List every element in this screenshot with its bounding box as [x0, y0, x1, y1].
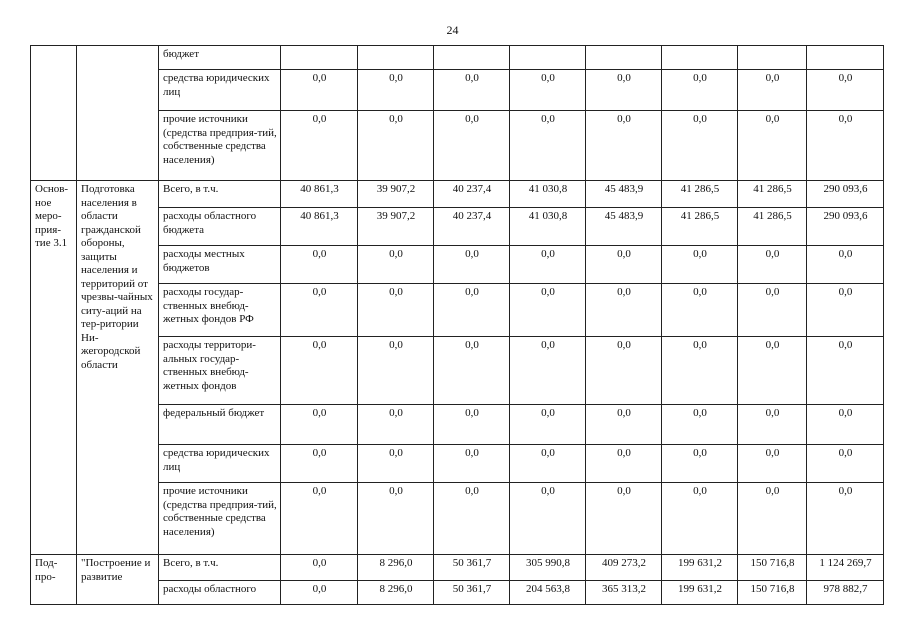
value-cell: 40 861,3 [281, 208, 358, 246]
value-cell: 0,0 [510, 337, 586, 405]
value-cell: 0,0 [586, 246, 662, 284]
funding-source: бюджет [159, 46, 281, 70]
subprogram-title: "Построение и развитие [77, 555, 159, 605]
value-cell: 0,0 [807, 70, 884, 111]
value-cell: 0,0 [738, 284, 807, 337]
value-cell: 0,0 [434, 284, 510, 337]
value-cell: 409 273,2 [586, 555, 662, 581]
value-cell: 0,0 [510, 483, 586, 555]
value-cell: 39 907,2 [358, 181, 434, 208]
value-cell: 0,0 [738, 405, 807, 445]
value-cell: 365 313,2 [586, 581, 662, 605]
funding-source: расходы областного [159, 581, 281, 605]
funding-source: расходы областного бюджета [159, 208, 281, 246]
value-cell: 0,0 [434, 246, 510, 284]
value-cell: 0,0 [738, 445, 807, 483]
value-cell: 0,0 [281, 483, 358, 555]
value-cell [662, 46, 738, 70]
value-cell [434, 46, 510, 70]
value-cell: 0,0 [358, 284, 434, 337]
funding-source: федеральный бюджет [159, 405, 281, 445]
value-cell: 204 563,8 [510, 581, 586, 605]
value-cell: 41 286,5 [738, 208, 807, 246]
value-cell: 0,0 [358, 445, 434, 483]
value-cell: 0,0 [358, 337, 434, 405]
page-number: 24 [446, 23, 459, 37]
value-cell: 305 990,8 [510, 555, 586, 581]
value-cell [586, 46, 662, 70]
value-cell: 8 296,0 [358, 581, 434, 605]
funding-source: средства юридических лиц [159, 70, 281, 111]
value-cell: 0,0 [281, 70, 358, 111]
table-row [31, 405, 884, 445]
value-cell: 40 861,3 [281, 181, 358, 208]
value-cell: 0,0 [738, 111, 807, 181]
value-cell: 41 286,5 [662, 208, 738, 246]
value-cell: 1 124 269,7 [807, 555, 884, 581]
table-row [31, 445, 884, 483]
value-cell: 0,0 [281, 405, 358, 445]
value-cell [738, 46, 807, 70]
prev-item-label-cell [31, 46, 77, 181]
value-cell: 0,0 [807, 337, 884, 405]
value-cell [510, 46, 586, 70]
value-cell: 0,0 [807, 483, 884, 555]
budget-table [30, 45, 884, 605]
value-cell: 0,0 [586, 405, 662, 445]
value-cell: 41 286,5 [738, 181, 807, 208]
value-cell: 0,0 [281, 337, 358, 405]
table-row [31, 181, 884, 208]
value-cell: 0,0 [662, 337, 738, 405]
value-cell: 0,0 [807, 405, 884, 445]
value-cell: 0,0 [510, 246, 586, 284]
funding-source: расходы территори-альных государ-ственных внебюд-жетных фондов [159, 337, 281, 405]
funding-source: Всего, в т.ч. [159, 555, 281, 581]
value-cell: 150 716,8 [738, 555, 807, 581]
value-cell: 41 030,8 [510, 208, 586, 246]
value-cell: 0,0 [662, 483, 738, 555]
value-cell: 0,0 [281, 445, 358, 483]
value-cell: 50 361,7 [434, 555, 510, 581]
value-cell: 0,0 [738, 70, 807, 111]
value-cell: 0,0 [586, 445, 662, 483]
value-cell: 290 093,6 [807, 181, 884, 208]
budget-table-body [31, 46, 884, 605]
value-cell: 0,0 [662, 111, 738, 181]
value-cell: 0,0 [358, 111, 434, 181]
value-cell: 45 483,9 [586, 208, 662, 246]
value-cell: 0,0 [662, 445, 738, 483]
value-cell: 0,0 [807, 246, 884, 284]
value-cell: 0,0 [281, 581, 358, 605]
value-cell: 0,0 [510, 445, 586, 483]
value-cell: 150 716,8 [738, 581, 807, 605]
value-cell: 199 631,2 [662, 555, 738, 581]
value-cell: 290 093,6 [807, 208, 884, 246]
value-cell: 0,0 [807, 111, 884, 181]
value-cell: 0,0 [434, 337, 510, 405]
value-cell [358, 46, 434, 70]
funding-source: средства юридических лиц [159, 445, 281, 483]
funding-source: Всего, в т.ч. [159, 181, 281, 208]
value-cell: 0,0 [358, 405, 434, 445]
value-cell: 0,0 [434, 405, 510, 445]
value-cell: 0,0 [586, 337, 662, 405]
value-cell: 199 631,2 [662, 581, 738, 605]
value-cell: 0,0 [434, 483, 510, 555]
activity-label: Основ-ное меро-прия-тие 3.1 [31, 181, 77, 555]
value-cell: 0,0 [281, 555, 358, 581]
value-cell: 0,0 [738, 246, 807, 284]
activity-title: Подготовка населения в области гражданской обороны, защиты населения и территорий от чрезвы-чайных ситу-аций на тер-ритории Ни-жегородской области [77, 181, 159, 555]
funding-source: расходы государ-ственных внебюд-жетных фондов РФ [159, 284, 281, 337]
value-cell: 0,0 [510, 70, 586, 111]
value-cell: 0,0 [281, 284, 358, 337]
value-cell: 0,0 [586, 483, 662, 555]
value-cell: 0,0 [510, 111, 586, 181]
funding-source: расходы местных бюджетов [159, 246, 281, 284]
table-row [31, 555, 884, 581]
value-cell: 0,0 [662, 405, 738, 445]
value-cell: 978 882,7 [807, 581, 884, 605]
funding-source: прочие источники (средства предприя-тий, собственные средства населения) [159, 483, 281, 555]
table-row [31, 284, 884, 337]
value-cell: 0,0 [358, 246, 434, 284]
table-row [31, 208, 884, 246]
value-cell: 39 907,2 [358, 208, 434, 246]
value-cell: 0,0 [662, 284, 738, 337]
value-cell: 0,0 [358, 70, 434, 111]
table-row [31, 111, 884, 181]
value-cell: 0,0 [510, 405, 586, 445]
value-cell: 40 237,4 [434, 208, 510, 246]
value-cell [281, 46, 358, 70]
value-cell: 40 237,4 [434, 181, 510, 208]
table-row [31, 337, 884, 405]
value-cell: 0,0 [510, 284, 586, 337]
value-cell: 0,0 [807, 284, 884, 337]
value-cell: 0,0 [738, 337, 807, 405]
value-cell: 0,0 [434, 445, 510, 483]
prev-item-title-cell [77, 46, 159, 181]
table-row [31, 581, 884, 605]
funding-source: прочие источники (средства предприя-тий, собственные средства населения) [159, 111, 281, 181]
value-cell: 0,0 [586, 284, 662, 337]
value-cell: 0,0 [281, 246, 358, 284]
value-cell: 41 286,5 [662, 181, 738, 208]
value-cell: 45 483,9 [586, 181, 662, 208]
value-cell: 8 296,0 [358, 555, 434, 581]
value-cell: 0,0 [586, 111, 662, 181]
value-cell: 0,0 [662, 246, 738, 284]
subprogram-label: Под-про- [31, 555, 77, 605]
table-row [31, 46, 884, 70]
table-row [31, 483, 884, 555]
table-row [31, 246, 884, 284]
value-cell: 0,0 [807, 445, 884, 483]
value-cell: 0,0 [434, 111, 510, 181]
value-cell: 0,0 [586, 70, 662, 111]
value-cell: 50 361,7 [434, 581, 510, 605]
value-cell [807, 46, 884, 70]
value-cell: 0,0 [738, 483, 807, 555]
table-row [31, 70, 884, 111]
value-cell: 0,0 [662, 70, 738, 111]
value-cell: 0,0 [434, 70, 510, 111]
value-cell: 0,0 [358, 483, 434, 555]
value-cell: 0,0 [281, 111, 358, 181]
value-cell: 41 030,8 [510, 181, 586, 208]
